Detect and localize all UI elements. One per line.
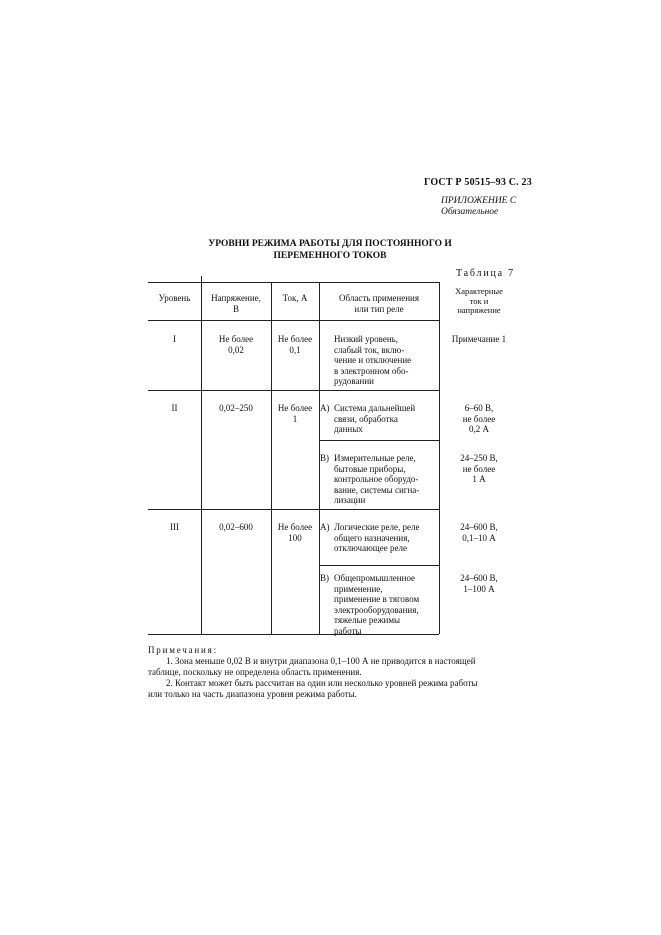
row3-current-line: 100 [288,532,302,543]
row2a-area-line: связи, обработка [334,413,398,424]
row2b-char-line: 24–250 В, [460,453,498,463]
page-title-line-2: ПЕРЕМЕННОГО ТОКОВ [273,251,387,261]
row1-area-line: в электронном обо- [334,365,409,376]
row2-current [271,403,319,424]
header-voltage [201,293,271,314]
row2-current-line: 1 [292,413,298,424]
header-char-line-1: Характерные [455,286,503,296]
row2a-char-line: 0,2 А [469,424,489,434]
header-level: Уровень [158,293,191,303]
row3-sub-border [319,565,439,566]
row2b-area [334,453,438,506]
row1-area-line: слабый ток, вклю- [334,344,405,355]
row3-level: III [170,522,179,532]
row3a-char-line: 0,1–10 А [462,532,496,543]
header-char-line-2: ток и [469,295,489,306]
note-1-line-2: таблице, поскольку не определена область применения. [148,667,362,677]
header-voltage-line-2: В [232,303,239,314]
header-characteristic [439,287,519,316]
row3a-mark: А) [320,522,330,532]
row2b-area-line: Измерительные реле, [334,453,416,463]
row3b-characteristic [439,573,519,594]
row3a-area-line: Логические реле, реле [334,522,420,532]
notes-heading: Примечания: [148,645,218,655]
row2a-area [334,403,438,435]
table-label: Таблица 7 [456,268,515,279]
row2a-char-line: 6–60 В, [464,403,494,413]
row3-voltage: 0,02–600 [219,522,253,532]
row3a-area-line: отключающее реле [334,543,407,553]
row1-area-line: чение и отключение [334,355,412,365]
header-area [319,293,439,314]
row2b-area-line: бытовые приборы, [334,463,406,474]
row2-voltage: 0,02–250 [219,403,253,413]
row2b-mark: В) [320,453,329,463]
document-id: ГОСТ Р 50515–93 С. 23 [424,177,532,188]
row2b-characteristic [439,453,519,485]
row3-current [271,522,319,543]
row2b-area-line: вание, системы сигна- [334,484,420,495]
appendix-status: Обязательное [441,207,499,217]
row1-bottom-border [148,390,439,391]
row2a-char-line: не более [462,413,496,424]
row3b-char-line: 24–600 В, [460,573,498,583]
header-bottom-border [148,320,439,321]
note-1-line-1: 1. Зона меньше 0,02 В и внутри диапазона 0,1–100 А не приводится в настоящей [166,656,476,666]
row3a-char-line: 24–600 В, [460,522,498,532]
note-2-line-1: 2. Контакт может быть рассчитан на один или несколько уровней режима работы [166,678,478,688]
row1-area-line: рудовании [334,376,374,386]
row1-area-line: Низкий уровень, [334,334,398,344]
row3b-area-line: работы [334,625,362,636]
header-voltage-line-1: Напряжение, [211,293,261,303]
row1-level: I [173,334,176,344]
row1-characteristic: Примечание 1 [451,334,507,344]
row1-area [334,334,438,387]
row3a-characteristic [439,522,519,543]
row2a-mark: А) [320,403,330,413]
row1-voltage: Не более 0,02 [218,334,254,355]
row3-current-line: Не более [277,522,313,532]
row2b-area-line: лизации [334,495,366,505]
row2b-char-line: 1 А [472,474,486,484]
row3a-area [334,522,438,554]
row3b-area-line: применение в тяговом [334,594,420,604]
note-2-line-2: или только на часть диапазона уровня режима работы. [148,689,357,699]
row3b-area-line: Общепромышленное [334,573,416,583]
row3b-mark: В) [320,573,329,583]
row3b-char-line: 1–100 А [463,583,495,594]
row2b-area-line: контрольное оборудо- [334,474,419,484]
row2a-area-line: Система дальнейшей [334,403,416,413]
row3b-area-line: электрооборудования, [334,604,419,615]
row2-bottom-border [148,509,439,510]
header-area-line-2: или тип реле [354,303,404,314]
row2a-characteristic [439,403,519,435]
row3b-area-line: применение, [334,583,383,594]
row2-current-line: Не более [277,403,313,413]
row2-sub-border [319,440,439,441]
row2a-area-line: данных [334,424,363,434]
header-char-line-3: напряжение [457,305,501,315]
col-divider-1 [201,276,202,634]
table-top-border [148,282,439,283]
row3b-area [334,573,438,636]
row2-level: II [171,403,178,413]
header-area-line-1: Область применения [338,293,420,303]
row3a-area-line: общего назначения, [334,532,410,543]
page-title-line-1: УРОВНИ РЕЖИМА РАБОТЫ ДЛЯ ПОСТОЯННОГО И [208,239,452,249]
row2b-char-line: не более [462,463,496,474]
appendix-label: ПРИЛОЖЕНИЕ С [441,196,517,206]
row1-current: Не более 0,1 [277,334,313,355]
row3b-area-line: тяжелые режимы [334,615,401,625]
header-current: Ток, А [282,293,308,303]
